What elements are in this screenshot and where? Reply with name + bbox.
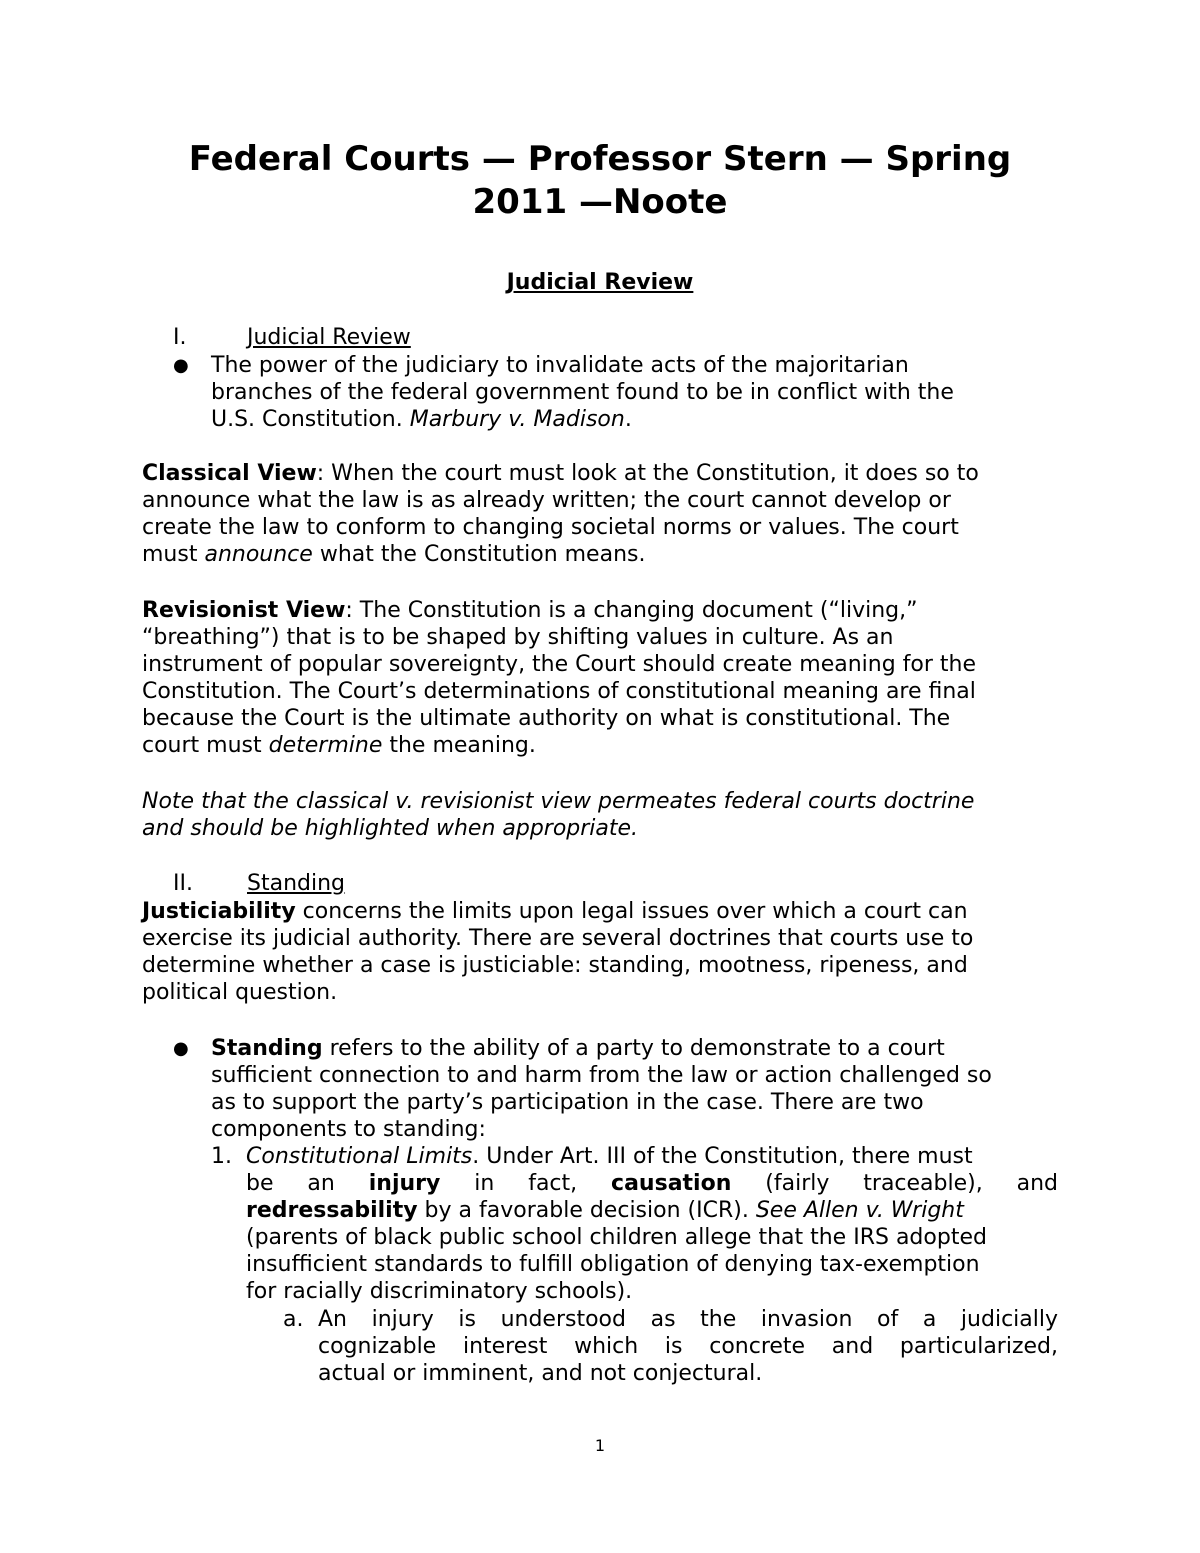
paragraph-line: political question. bbox=[142, 980, 338, 1005]
bullet-line: branches of the federal government found to be in conflict with the bbox=[211, 380, 954, 405]
justiciability-paragraph: Justiciability concerns the limits upon legal issues over which a court can bbox=[142, 899, 968, 924]
paragraph-line: because the Court is the ultimate authority on what is constitutional. The bbox=[142, 706, 951, 731]
paragraph-line: exercise its judicial authority. There are several doctrines that courts use to bbox=[142, 926, 974, 951]
paragraph-line: announce what the law is as already written; the court cannot develop or bbox=[142, 488, 951, 513]
title-line-2: 2011 —Noote bbox=[472, 182, 728, 222]
case-citation: See Allen v. Wright bbox=[755, 1198, 964, 1223]
paragraph-line: determine whether a case is justiciable: standing, mootness, ripeness, and bbox=[142, 953, 968, 978]
part-1-numeral: I. bbox=[173, 325, 187, 350]
item-1-line: Constitutional Limits. Under Art. III of the Constitution, there must bbox=[246, 1144, 973, 1169]
paragraph-line: instrument of popular sovereignty, the Court should create meaning for the bbox=[142, 652, 977, 677]
item-1-line: (parents of black public school children allege that the IRS adopted bbox=[246, 1225, 987, 1250]
page-number: 1 bbox=[594, 1436, 606, 1455]
case-citation: Marbury v. Madison bbox=[409, 407, 625, 432]
part-2-numeral: II. bbox=[173, 871, 193, 896]
revisionist-view-paragraph: Revisionist View: The Constitution is a changing document (“living,” bbox=[142, 598, 918, 623]
paragraph-line: sufficient connection to and harm from the law or action challenged so bbox=[211, 1063, 992, 1088]
item-1a-line: An injury is understood as the invasion of a judicially bbox=[318, 1307, 1058, 1332]
classical-view-term: Classical View bbox=[142, 461, 317, 486]
paragraph-line: court must determine the meaning. bbox=[142, 733, 536, 758]
item-1-line: for racially discriminatory schools). bbox=[246, 1279, 633, 1304]
standing-term: Standing bbox=[211, 1036, 323, 1061]
item-1-line: redressability by a favorable decision (ICR). See Allen v. Wright bbox=[246, 1198, 964, 1223]
note-line: and should be highlighted when appropriate. bbox=[142, 816, 639, 841]
standing-paragraph: Standing refers to the ability of a party to demonstrate to a court bbox=[211, 1036, 945, 1061]
section-heading: Judicial Review bbox=[506, 270, 694, 295]
item-1a-line: actual or imminent, and not conjectural. bbox=[318, 1361, 763, 1386]
list-letter: a. bbox=[283, 1307, 304, 1332]
bullet-icon: ● bbox=[173, 355, 189, 376]
justiciability-term: Justiciability bbox=[142, 899, 296, 924]
bullet-line: The power of the judiciary to invalidate acts of the majoritarian bbox=[211, 353, 909, 378]
paragraph-line: as to support the party’s participation in the case. There are two bbox=[211, 1090, 924, 1115]
item-1a-line: cognizable interest which is concrete and particularized, bbox=[318, 1334, 1058, 1359]
paragraph-line: create the law to conform to changing societal norms or values. The court bbox=[142, 515, 959, 540]
paragraph-line: “breathing”) that is to be shaped by shifting values in culture. As an bbox=[142, 625, 894, 650]
revisionist-view-term: Revisionist View bbox=[142, 598, 346, 623]
constitutional-limits-term: Constitutional Limits bbox=[246, 1144, 473, 1169]
classical-view-paragraph: Classical View: When the court must look at the Constitution, it does so to bbox=[142, 461, 979, 486]
part-2-heading: Standing bbox=[247, 871, 346, 896]
bullet-line: U.S. Constitution. Marbury v. Madison. bbox=[211, 407, 632, 432]
bullet-icon: ● bbox=[173, 1038, 189, 1059]
title-line-1: Federal Courts — Professor Stern — Spring bbox=[188, 139, 1012, 179]
list-number: 1. bbox=[211, 1144, 232, 1169]
note-line: Note that the classical v. revisionist view permeates federal courts doctrine bbox=[142, 789, 975, 814]
document-title bbox=[140, 138, 1060, 224]
part-1-heading: Judicial Review bbox=[247, 325, 411, 350]
paragraph-line: components to standing: bbox=[211, 1117, 486, 1142]
paragraph-line: must announce what the Constitution means. bbox=[142, 542, 646, 567]
item-1-line: be an injury in fact, causation (fairly traceable), and bbox=[246, 1171, 1059, 1196]
item-1-line: insufficient standards to fulfill obligation of denying tax-exemption bbox=[246, 1252, 980, 1277]
paragraph-line: Constitution. The Court’s determinations of constitutional meaning are final bbox=[142, 679, 976, 704]
